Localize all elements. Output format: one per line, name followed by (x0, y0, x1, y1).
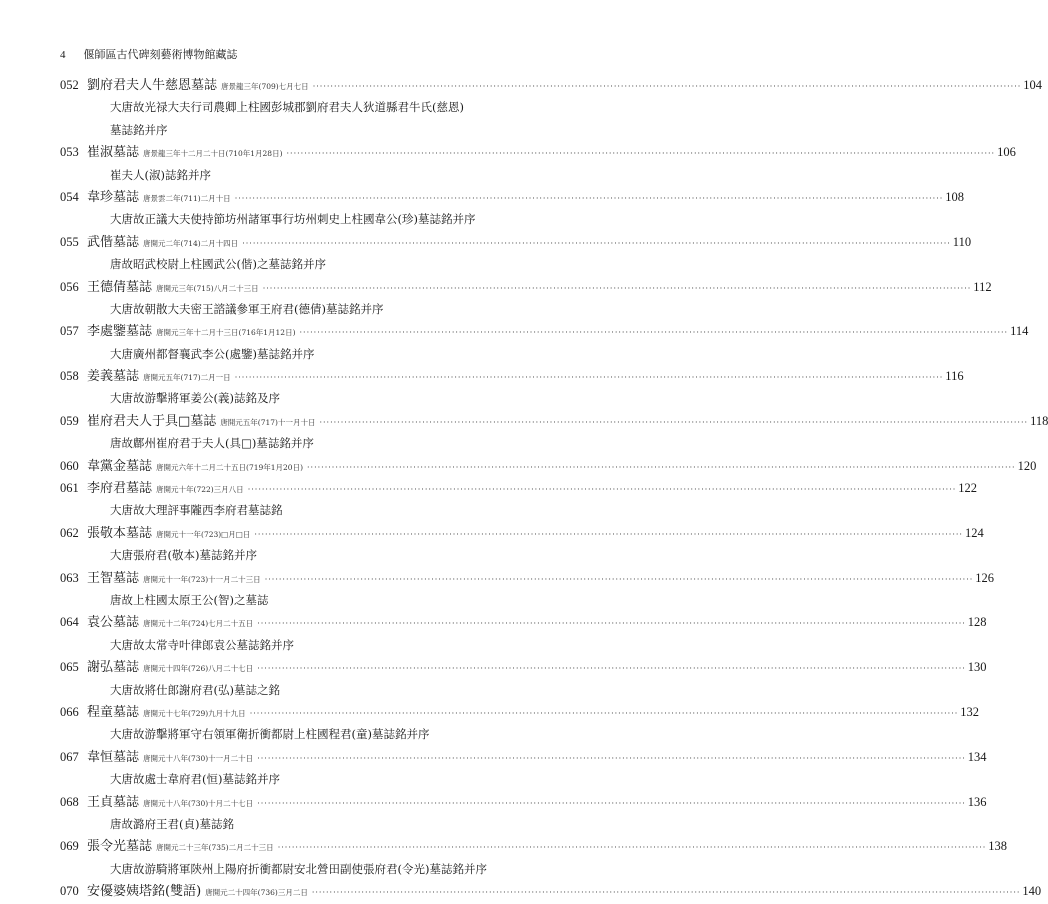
entry-title: 韋黨金墓誌 (87, 458, 153, 474)
dot-leader: ········································································································································································································ (262, 283, 972, 293)
entry-number: 060 (60, 458, 79, 473)
toc-entry (60, 880, 1042, 902)
entry-page: 126 (975, 570, 995, 585)
toc-entry-line (60, 567, 995, 589)
dot-leader: ········································································································································································································ (257, 664, 966, 674)
entry-number: 053 (60, 145, 79, 160)
entry-page: 134 (967, 749, 987, 764)
entry-subtitle: 大唐故朝散大夫密王諮議參軍王府君(德倩)墓誌銘并序 (110, 301, 384, 316)
entry-title: 姜義墓誌 (87, 369, 140, 385)
dot-leader: ········································································································································································································ (257, 619, 966, 629)
entry-subtitle: 唐故上柱國太原王公(智)之墓誌 (110, 592, 269, 607)
entry-page: 114 (1010, 324, 1029, 339)
entry-subtitle: 唐故潞府王君(貞)墓誌銘 (110, 816, 234, 831)
dot-leader: ········································································································································································································ (257, 798, 966, 808)
entry-number: 068 (60, 794, 79, 809)
entry-page: 132 (960, 704, 980, 719)
dot-leader: ········································································································································································································ (264, 574, 974, 584)
entry-page: 128 (967, 615, 987, 630)
entry-date: 唐開元三年(715)八月二十三日 (156, 283, 259, 293)
dot-leader: ········································································································································································································ (234, 193, 944, 203)
entry-number: 066 (60, 704, 79, 719)
toc-entry-line (60, 276, 992, 298)
entry-title: 劉府君夫人牛慈恩墓誌 (87, 78, 218, 93)
dot-leader: ········································································································································································································ (311, 888, 1021, 898)
entry-title: 謝弘墓誌 (87, 660, 140, 676)
entry-date: 唐景雲二年(711)二月十日 (143, 193, 231, 203)
toc-entry (60, 320, 1029, 365)
entry-title: 韋恒墓誌 (87, 749, 140, 765)
dot-leader: ········································································································································································································ (242, 238, 951, 248)
entry-number: 065 (60, 660, 79, 675)
entry-number: 055 (60, 234, 79, 249)
entry-title: 安優婆姨塔銘(雙語) (87, 884, 202, 900)
entry-title: 李處鑒墓誌 (87, 324, 153, 340)
entry-date: 唐開元十一年(723)十一月二十三日 (143, 574, 261, 584)
toc-entry (60, 656, 987, 701)
toc-entry (60, 522, 984, 567)
entry-subtitle: 大唐故正議大夫使持節坊州諸軍事行坊州刺史上柱國韋公(珍)墓誌銘并序 (110, 212, 476, 227)
entry-subtitle: 大唐張府君(敬本)墓誌銘并序 (110, 548, 257, 563)
entry-page: 108 (945, 189, 965, 204)
entry-title: 武偕墓誌 (87, 234, 140, 250)
entry-number: 069 (60, 839, 79, 854)
entry-subtitle: 大唐廣州都督襄武李公(處鑒)墓誌銘并序 (110, 346, 315, 361)
toc-entry-line (60, 656, 987, 678)
entry-page: 120 (1017, 458, 1037, 473)
entry-date: 唐開元十四年(726)八月二十七日 (143, 664, 254, 674)
toc-entry (60, 835, 1008, 880)
dot-leader: ········································································································································································································ (312, 82, 1022, 91)
book-title: 偃師區古代碑刻藝術博物館藏誌 (83, 48, 238, 61)
entry-page: 138 (988, 839, 1008, 854)
entry-title: 王貞墓誌 (87, 794, 140, 810)
toc-entry-line (60, 880, 1042, 902)
toc-entry (60, 410, 1048, 455)
entry-number: 059 (60, 413, 79, 428)
dot-leader: ········································································································································································································ (234, 373, 944, 383)
toc-entry-line (60, 455, 1037, 477)
toc-entry (60, 477, 978, 522)
entry-page: 116 (945, 369, 964, 384)
toc-entry-line (60, 231, 972, 253)
entry-page: 122 (958, 481, 978, 496)
entry-subtitle: 大唐故太常寺叶律郎袁公墓誌銘并序 (110, 637, 294, 652)
toc-entry (60, 186, 965, 231)
toc-entry (60, 74, 1043, 141)
dot-leader: ········································································································································································································ (319, 417, 1029, 427)
entry-date: 唐開元十一年(723)□月□日 (156, 529, 251, 539)
table-of-contents (60, 74, 1048, 902)
dot-leader: ········································································································································································································ (254, 529, 963, 539)
toc-entry-line (60, 522, 984, 544)
entry-subtitle: 大唐故游擊將軍守右領軍衛折衝都尉上柱國程君(童)墓誌銘并序 (110, 727, 430, 742)
entry-title: 王智墓誌 (87, 570, 140, 586)
toc-entry (60, 365, 964, 410)
toc-entry-line (60, 477, 978, 499)
dot-leader: ········································································································································································································ (307, 462, 1016, 472)
dot-leader: ········································································································································································································ (277, 843, 987, 853)
entry-title: 張敬本墓誌 (87, 525, 153, 541)
toc-entry (60, 746, 987, 791)
entry-number: 062 (60, 525, 79, 540)
dot-leader: ········································································································································································································ (286, 149, 996, 159)
entry-title: 王德倩墓誌 (87, 279, 153, 295)
entry-date: 唐開元十二年(724)七月二十五日 (143, 619, 254, 629)
entry-number: 058 (60, 369, 79, 384)
entry-page: 106 (997, 145, 1016, 160)
entry-page: 124 (964, 525, 984, 540)
entry-title: 張令光墓誌 (87, 839, 153, 855)
entry-number: 052 (60, 78, 79, 92)
entry-number: 054 (60, 189, 79, 204)
entry-date: 唐開元六年十二月二十五日(719年1月20日) (156, 462, 303, 472)
entry-number: 057 (60, 324, 79, 339)
toc-entry-line (60, 701, 980, 723)
toc-entry-line (60, 365, 964, 387)
entry-date: 唐景龍三年(709)七月七日 (221, 82, 309, 91)
entry-subtitle: 大唐故大理評事隴西李府君墓誌銘 (110, 503, 283, 518)
toc-entry-line (60, 74, 1043, 96)
entry-subtitle: 墓誌銘并序 (110, 122, 168, 137)
entry-page: 130 (967, 660, 987, 675)
entry-subtitle: 大唐故光禄大夫行司農卿上柱國彭城郡劉府君夫人狄道縣君牛氏(慈恩) (110, 100, 464, 115)
entry-date: 唐開元五年(717)十一月十日 (220, 417, 316, 427)
entry-subtitle: 大唐故將仕郎謝府君(弘)墓誌之銘 (110, 682, 280, 697)
toc-entry-line (60, 791, 987, 813)
dot-leader: ········································································································································································································ (257, 753, 966, 763)
entry-page: 104 (1023, 78, 1043, 92)
entry-title: 袁公墓誌 (87, 615, 140, 631)
entry-title: 韋珍墓誌 (87, 189, 140, 205)
entry-subtitle: 大唐故游擊將軍姜公(義)誌銘及序 (110, 391, 280, 406)
entry-title: 程童墓誌 (87, 704, 140, 720)
entry-number: 061 (60, 481, 79, 496)
entry-page: 136 (967, 794, 987, 809)
entry-date: 唐開元十八年(730)十一月二十日 (143, 753, 254, 763)
entry-subtitle: 大唐故處士韋府君(恒)墓誌銘并序 (110, 772, 280, 787)
entry-subtitle: 大唐故游騎將軍陝州上陽府折衝都尉安北營田副使張府君(令光)墓誌銘并序 (110, 861, 487, 876)
dot-leader: ········································································································································································································ (299, 328, 1009, 338)
entry-date: 唐開元二十四年(736)三月二日 (205, 888, 308, 898)
toc-entry-line (60, 611, 987, 633)
toc-entry (60, 141, 1016, 186)
dot-leader: ········································································································································································································ (249, 708, 959, 718)
entry-date: 唐開元十年(722)三月八日 (156, 485, 244, 495)
entry-title: 崔府君夫人于具□墓誌 (87, 413, 217, 429)
entry-page: 112 (973, 279, 992, 294)
entry-number: 063 (60, 570, 79, 585)
toc-entry-line (60, 186, 965, 208)
entry-page: 118 (1030, 413, 1048, 428)
toc-entry (60, 276, 992, 321)
toc-entry-line (60, 835, 1008, 857)
entry-date: 唐開元二年(714)二月十四日 (143, 238, 239, 248)
entry-title: 崔淑墓誌 (87, 145, 140, 161)
page-header (60, 46, 238, 62)
page-number: 4 (60, 49, 66, 61)
entry-date: 唐開元二十三年(735)二月二十三日 (156, 843, 274, 853)
dot-leader: ········································································································································································································ (247, 485, 957, 495)
entry-number: 070 (60, 884, 79, 899)
entry-subtitle: 唐故昭武校尉上柱國武公(偕)之墓誌銘并序 (110, 257, 326, 272)
toc-entry-line (60, 141, 1016, 163)
toc-entry (60, 791, 987, 836)
toc-entry (60, 701, 980, 746)
entry-date: 唐開元十七年(729)九月十九日 (143, 708, 246, 718)
toc-entry (60, 611, 987, 656)
entry-page: 140 (1022, 884, 1042, 899)
entry-date: 唐開元五年(717)二月一日 (143, 373, 231, 383)
entry-title: 李府君墓誌 (87, 481, 153, 497)
toc-entry (60, 231, 972, 276)
entry-date: 唐開元三年十二月十三日(716年1月12日) (156, 328, 296, 338)
toc-entry-line (60, 320, 1029, 342)
toc-entry-line (60, 746, 987, 768)
entry-date: 唐景龍三年十二月二十日(710年1月28日) (143, 149, 283, 159)
entry-number: 056 (60, 279, 79, 294)
toc-entry-line (60, 410, 1048, 432)
entry-date: 唐開元十八年(730)十月二十七日 (143, 798, 254, 808)
toc-entry (60, 567, 995, 612)
entry-subtitle: 崔夫人(淑)誌銘并序 (110, 167, 211, 182)
toc-entry (60, 455, 1037, 477)
entry-number: 067 (60, 749, 79, 764)
entry-page: 110 (952, 234, 972, 249)
entry-number: 064 (60, 615, 79, 630)
entry-subtitle: 唐故鄜州崔府君于夫人(具□)墓誌銘并序 (110, 436, 314, 451)
